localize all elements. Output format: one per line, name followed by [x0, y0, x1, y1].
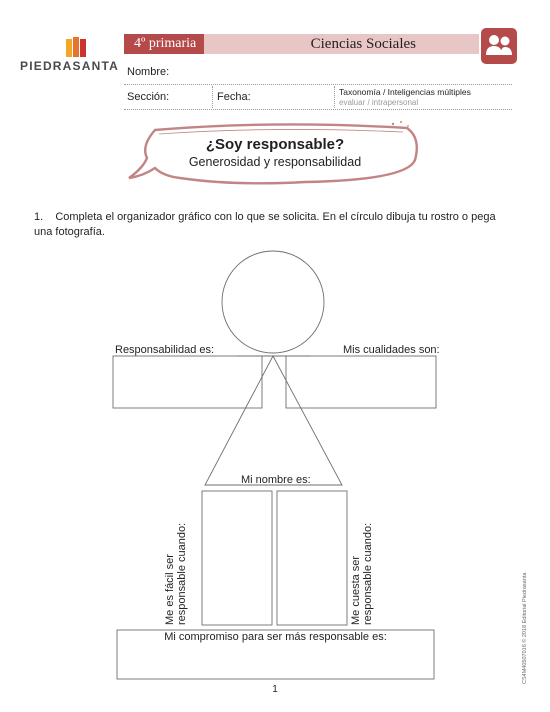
page-number: 1: [272, 684, 278, 695]
section-field-label: Sección:: [127, 91, 170, 103]
taxonomy-subtitle: evaluar / intrapersonal: [339, 98, 419, 107]
responsibility-label: Responsabilidad es:: [115, 344, 215, 356]
face-circle[interactable]: [222, 251, 324, 353]
hard-box[interactable]: [277, 491, 347, 625]
side-copyright-code: CS4M40507016 © 2018 Editorial Piedrasanta: [522, 572, 528, 684]
page-title: ¿Soy responsable?: [205, 136, 345, 153]
date-field-label: Fecha:: [217, 91, 251, 103]
easy-label: [164, 523, 188, 625]
qualities-box[interactable]: [286, 356, 436, 408]
qualities-label: Mis cualidades son:: [343, 344, 440, 356]
easy-label-line-1: Me es fácil ser: [164, 554, 176, 625]
hard-label-line-1: Me cuesta ser: [350, 555, 362, 625]
page-subtitle: Generosidad y responsabilidad: [188, 155, 362, 169]
name-triangle[interactable]: [205, 356, 342, 485]
brand-logo-text: PIEDRASANTA: [20, 59, 119, 73]
taxonomy-title: Taxonomía / Inteligencias múltiples: [339, 87, 471, 97]
responsibility-box[interactable]: [113, 356, 262, 408]
name-field-label: Nombre:: [127, 66, 170, 78]
easy-label-line-2: responsable cuando:: [176, 522, 188, 625]
easy-box[interactable]: [202, 491, 272, 625]
commitment-label: Mi compromiso para ser más responsable es:: [164, 631, 387, 643]
hard-label-line-2: responsable cuando:: [362, 522, 374, 625]
subject-title: Ciencias Sociales: [204, 34, 479, 54]
instruction-text: Completa el organizador gráfico con lo que se solicita. En el círculo dibuja tu rostro o pega una fotografía.: [34, 211, 496, 238]
grade-label: 4º primaria: [124, 34, 204, 54]
name-label: Mi nombre es:: [241, 474, 311, 486]
instruction-number: 1.: [34, 211, 44, 223]
hard-label: [350, 523, 374, 625]
